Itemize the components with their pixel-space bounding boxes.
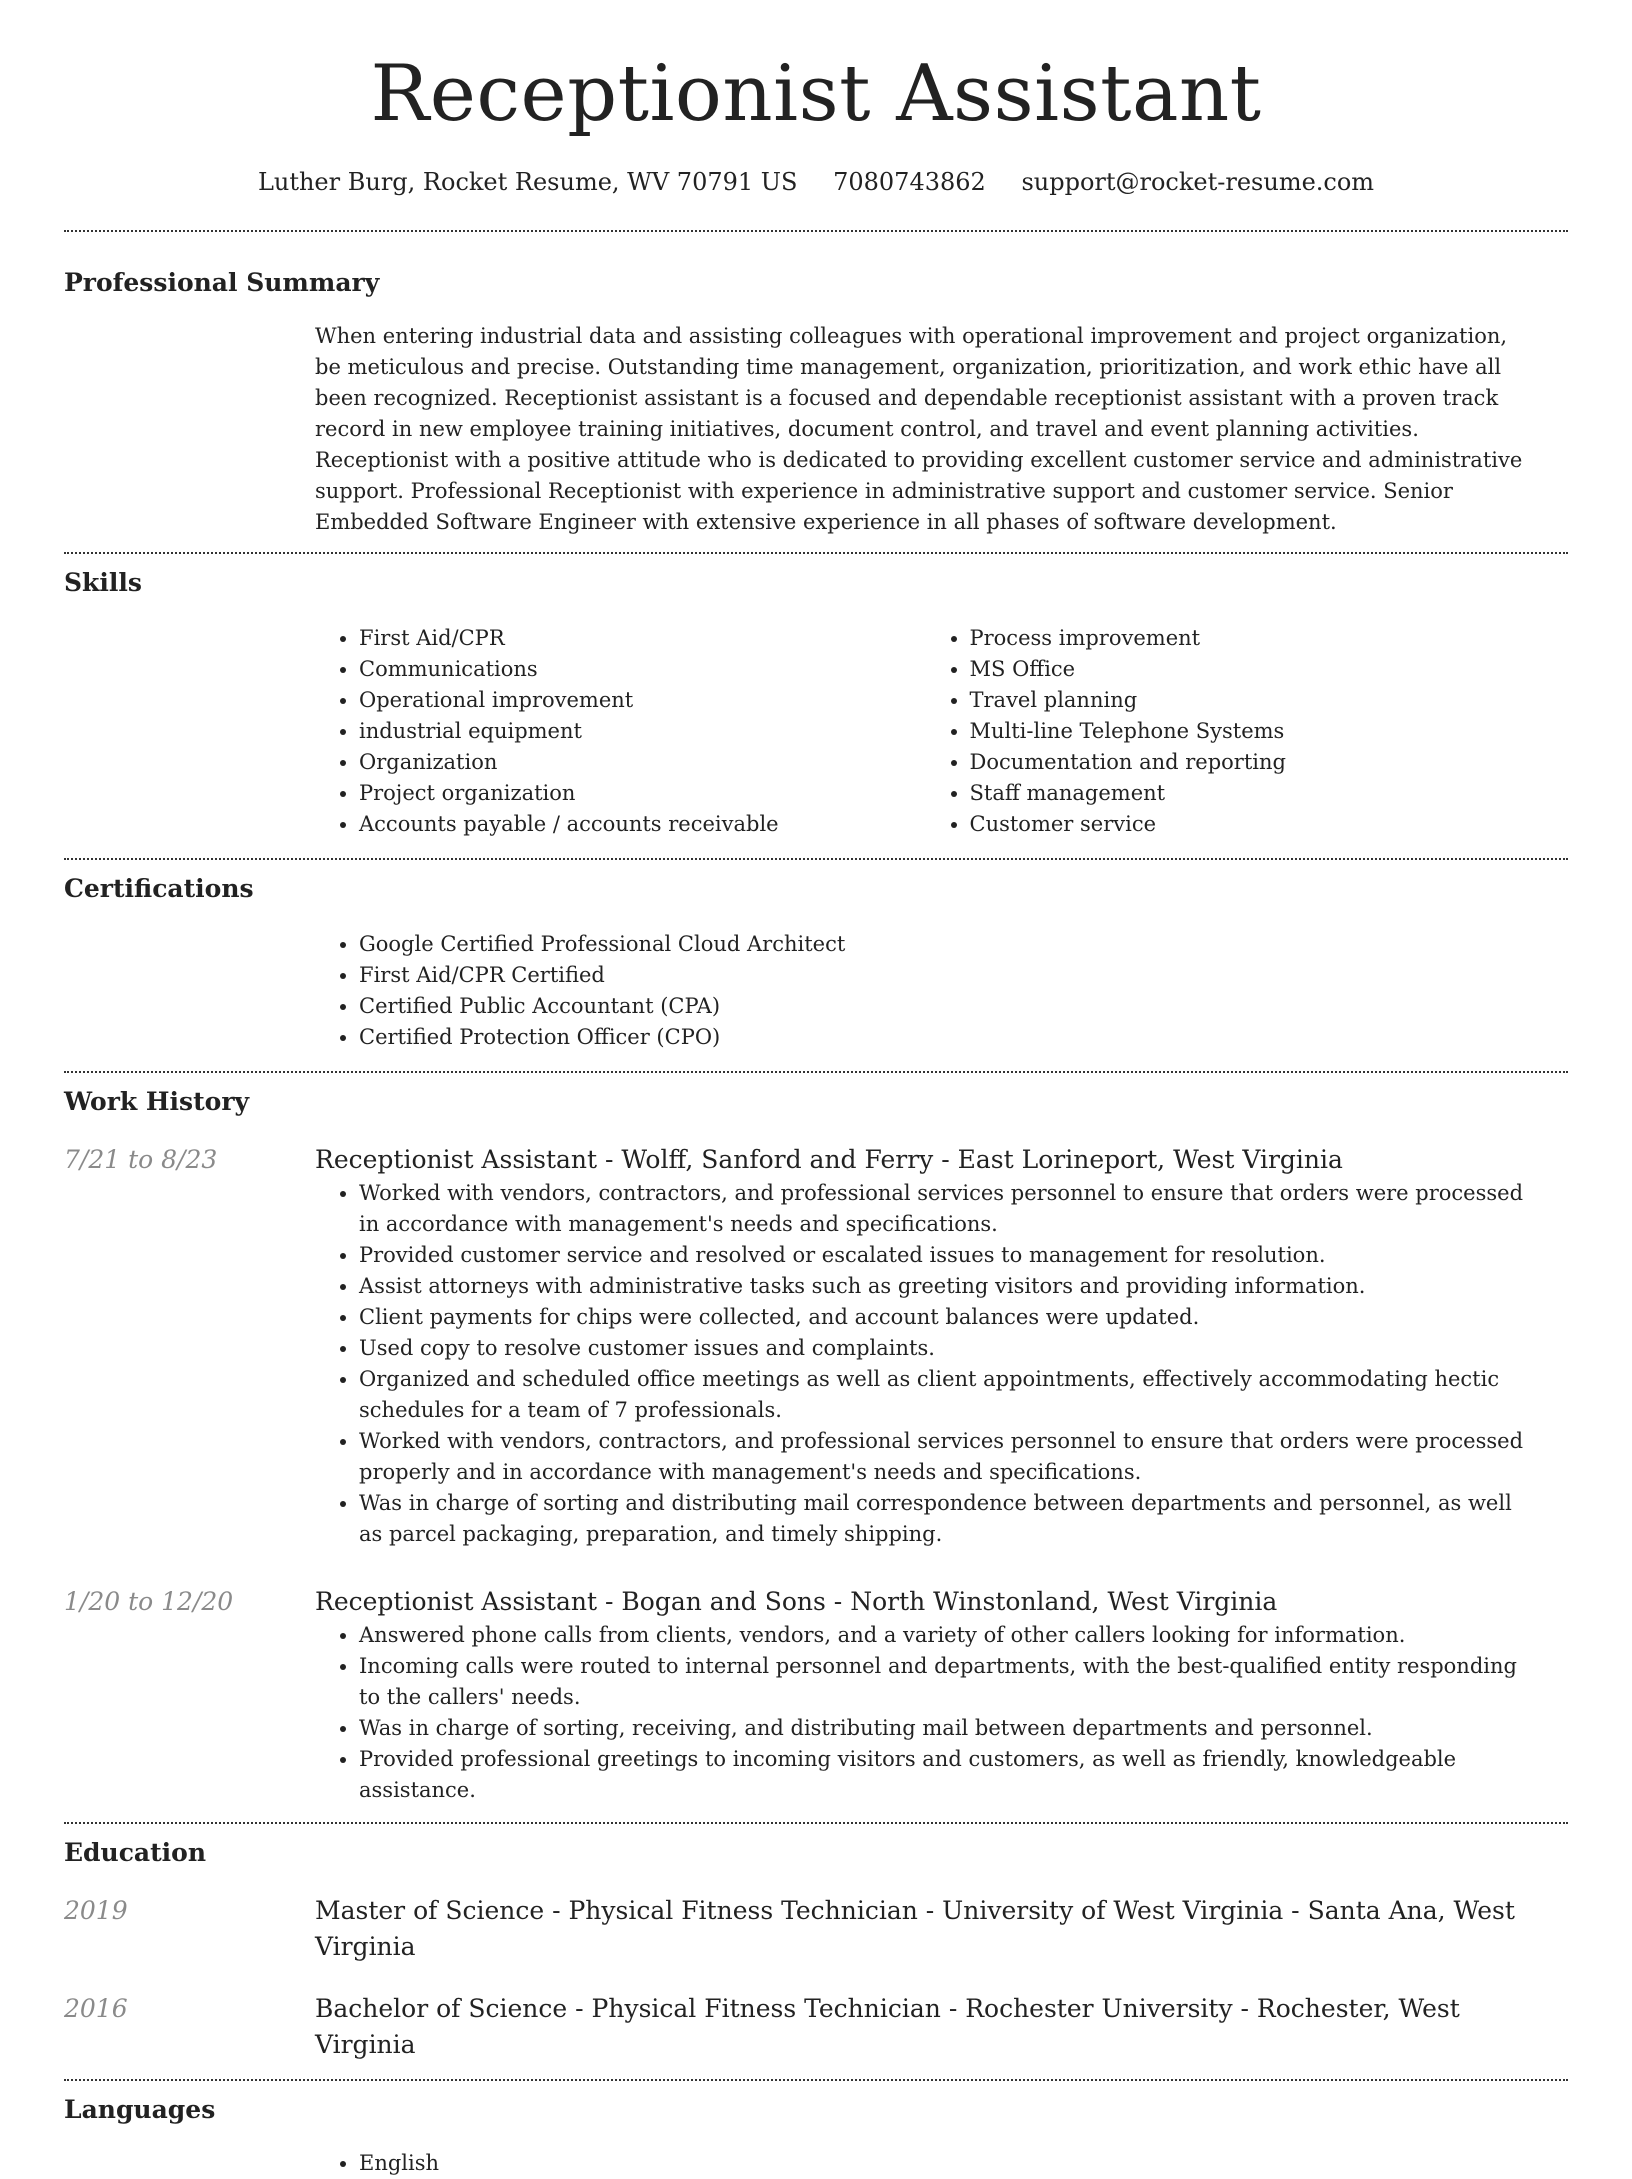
skill-item: • Staff management <box>970 778 1537 809</box>
contact-phone: 7080743862 <box>833 167 986 196</box>
job-bullet: • Worked with vendors, contractors, and professional services personnel to ensure that orders were processed in accordance with management's needs and specifications. <box>359 1178 1536 1240</box>
job-details <box>315 1142 1536 1550</box>
language-item: • English <box>359 2148 1536 2179</box>
job-bullet: • Used copy to resolve customer issues and complaints. <box>359 1333 1536 1364</box>
resume-name: Receptionist Assistant <box>370 49 1262 139</box>
skill-item: • Multi-line Telephone Systems <box>970 716 1537 747</box>
skill-item: • Operational improvement <box>359 685 926 716</box>
job-bullet: • Provided customer service and resolved or escalated issues to management for resolution. <box>359 1240 1536 1271</box>
skill-item: • Travel planning <box>970 685 1537 716</box>
section-title-languages: Languages <box>64 2094 216 2124</box>
education-year: 2016 <box>64 1993 128 2023</box>
education-entry <box>64 1991 1568 2063</box>
certification-item: • Certified Public Accountant (CPA) <box>359 991 1536 1022</box>
job-bullet: • Provided professional greetings to incoming visitors and customers, as well as friendly, knowledgeable assistance. <box>359 1744 1536 1806</box>
skill-item: • Customer service <box>970 809 1537 840</box>
job-bullets <box>315 1178 1536 1550</box>
job-entry <box>64 1142 1568 1550</box>
job-bullets <box>315 1620 1536 1806</box>
education-details: Master of Science - Physical Fitness Technician - University of West Virginia - Santa Ana, West Virginia <box>315 1895 1515 1961</box>
job-bullet: • Organized and scheduled office meetings as well as client appointments, effectively accommodating hectic schedules for a team of 7 professionals. <box>359 1364 1536 1426</box>
job-title: Receptionist Assistant - Bogan and Sons - North Winstonland, West Virginia <box>315 1586 1278 1616</box>
skill-item: • MS Office <box>970 654 1537 685</box>
section-title-education: Education <box>64 1837 207 1867</box>
section-title-work-history: Work History <box>64 1086 250 1116</box>
job-date: 7/21 to 8/23 <box>64 1144 218 1174</box>
skills-list <box>315 623 1536 858</box>
job-bullet: • Was in charge of sorting and distributing mail correspondence between departments and personnel, as well as parcel packaging, preparation, and timely shipping. <box>359 1488 1536 1550</box>
skill-item: • Communications <box>359 654 926 685</box>
job-bullet: • Incoming calls were routed to internal personnel and departments, with the best-qualified entity responding to the callers' needs. <box>359 1651 1536 1713</box>
education-entry <box>64 1893 1568 1965</box>
job-bullet: • Answered phone calls from clients, vendors, and a variety of other callers looking for information. <box>359 1620 1536 1651</box>
certification-item: • First Aid/CPR Certified <box>359 960 1536 991</box>
section-title-skills: Skills <box>64 567 142 597</box>
skill-item: • industrial equipment <box>359 716 926 747</box>
skills-column-right <box>926 623 1537 840</box>
contact-address: Luther Burg, Rocket Resume, WV 70791 US <box>257 167 798 196</box>
summary-text: When entering industrial data and assisting colleagues with operational improvement and project organization, be meticulous and precise. Outstanding time management, organization, prioritization, and work ethic have all been recognized. Receptionist assistant is a focused and dependable receptionist assistant with a proven track record in new employee training initiatives, document control, and travel and event planning activities. Receptionist with a positive attitude who is dedicated to providing excellent customer service and administrative support. Professional Receptionist with experience in administrative support and customer service. Senior Embedded Software Engineer with extensive experience in all phases of software development. <box>315 323 1523 534</box>
education-year: 2019 <box>64 1895 128 1925</box>
skill-item: • Documentation and reporting <box>970 747 1537 778</box>
contact-line <box>64 168 1568 196</box>
certification-item: • Google Certified Professional Cloud Architect <box>359 929 1536 960</box>
section-title-summary: Professional Summary <box>64 267 380 297</box>
job-details <box>315 1584 1536 1806</box>
job-bullet: • Client payments for chips were collected, and account balances were updated. <box>359 1302 1536 1333</box>
job-title: Receptionist Assistant - Wolff, Sanford and Ferry - East Lorineport, West Virginia <box>315 1144 1343 1174</box>
job-bullet: • Assist attorneys with administrative tasks such as greeting visitors and providing information. <box>359 1271 1536 1302</box>
job-bullet: • Was in charge of sorting, receiving, and distributing mail between departments and personnel. <box>359 1713 1536 1744</box>
certification-item: • Certified Protection Officer (CPO) <box>359 1022 1536 1053</box>
skills-column-left <box>315 623 926 840</box>
education-details: Bachelor of Science - Physical Fitness Technician - Rochester University - Rochester, West Virginia <box>315 1993 1460 2059</box>
skill-item: • Process improvement <box>970 623 1537 654</box>
skill-item: • First Aid/CPR <box>359 623 926 654</box>
contact-email[interactable]: support@rocket-resume.com <box>1021 167 1375 196</box>
skill-item: • Organization <box>359 747 926 778</box>
job-date: 1/20 to 12/20 <box>64 1586 234 1616</box>
skill-item: • Accounts payable / accounts receivable <box>359 809 926 840</box>
skill-item: • Project organization <box>359 778 926 809</box>
section-title-certifications: Certifications <box>64 873 254 903</box>
certifications-list <box>315 929 1536 1071</box>
languages-list <box>315 2148 1536 2179</box>
job-entry <box>64 1584 1568 1806</box>
job-bullet: • Worked with vendors, contractors, and professional services personnel to ensure that orders were processed properly and in accordance with management's needs and specifications. <box>359 1426 1536 1488</box>
